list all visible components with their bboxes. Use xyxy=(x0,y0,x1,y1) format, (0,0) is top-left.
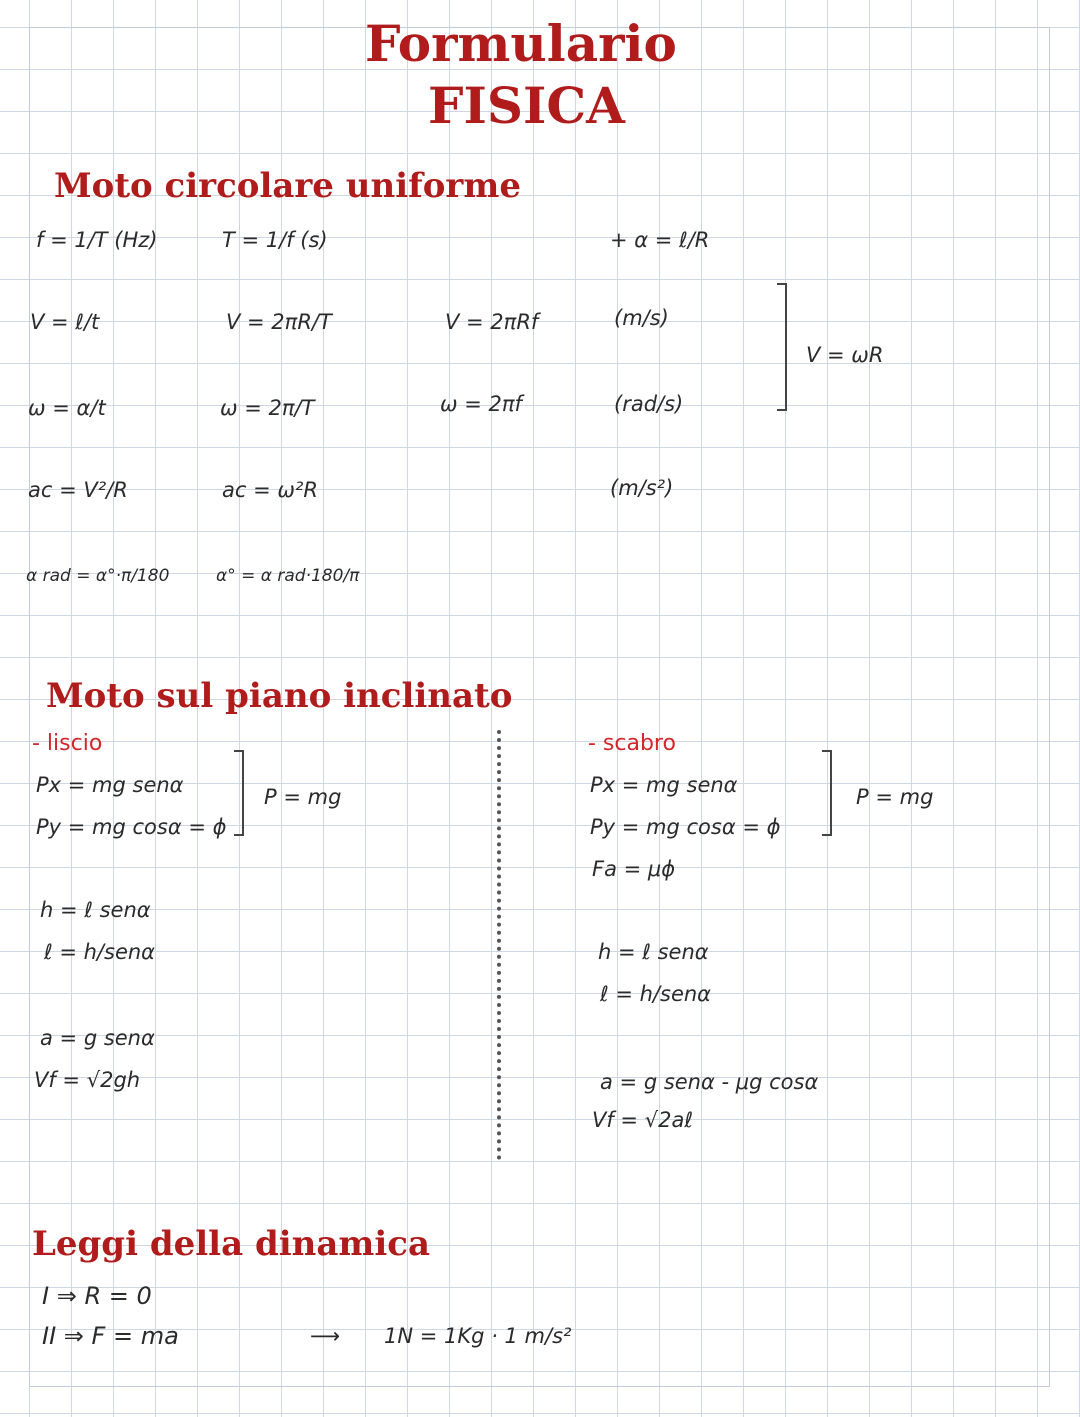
formula-v-frequency: V = 2πRf xyxy=(445,310,539,334)
formula-centripetal-omega: aᴄ = ω²R xyxy=(222,478,318,502)
formula-smooth-px: Px = mg senα xyxy=(36,773,184,797)
bracket-rough-weight xyxy=(822,750,832,836)
formula-rough-px: Px = mg senα xyxy=(590,773,738,797)
heading-dynamics-laws: Leggi della dinamica xyxy=(32,1224,431,1264)
formula-rough-weight: P = mg xyxy=(856,785,934,809)
page-subtitle: FISICA xyxy=(428,76,625,135)
formula-rough-height: h = ℓ senα xyxy=(598,940,709,964)
formula-rough-friction: Fa = μϕ xyxy=(592,857,676,881)
bracket-smooth-weight xyxy=(234,750,244,836)
formula-first-law: I ⇒ R = 0 xyxy=(42,1282,152,1310)
bracket-velocity xyxy=(777,283,787,411)
heading-circular-motion: Moto circolare uniforme xyxy=(54,166,521,206)
formula-omega-linear: ω = α/t xyxy=(28,396,106,420)
label-smooth: - liscio xyxy=(32,731,103,756)
formula-v-period: V = 2πR/T xyxy=(226,310,332,334)
formula-omega-frequency: ω = 2πf xyxy=(440,392,522,416)
unit-acceleration: (m/s²) xyxy=(610,476,674,500)
page-title: Formulario xyxy=(365,14,677,73)
formula-omega-period: ω = 2π/T xyxy=(220,396,315,420)
formula-rough-py: Py = mg cosα = ϕ xyxy=(590,815,781,839)
formula-smooth-height: h = ℓ senα xyxy=(40,898,151,922)
formula-second-law: II ⇒ F = ma xyxy=(42,1322,179,1350)
unit-velocity: (m/s) xyxy=(614,306,669,330)
arrow-icon: ⟶ xyxy=(310,1324,341,1348)
section-divider xyxy=(497,730,501,1160)
formula-rad-to-deg: α° = α rad·180/π xyxy=(216,566,360,586)
formula-newton-unit: 1N = 1Kg · 1 m/s² xyxy=(384,1324,572,1348)
formula-alpha-arc: + α = ℓ/R xyxy=(610,228,710,252)
formula-period: T = 1/f (s) xyxy=(222,228,328,252)
formula-smooth-acceleration: a = g senα xyxy=(40,1026,155,1050)
formula-v-linear: V = ℓ/t xyxy=(30,310,100,334)
formula-centripetal-v: aᴄ = V²/R xyxy=(28,478,128,502)
formula-smooth-weight: P = mg xyxy=(264,785,342,809)
formula-rough-length: ℓ = h/senα xyxy=(600,982,712,1006)
formula-v-omega-r: V = ωR xyxy=(806,343,884,367)
formula-rough-acceleration: a = g senα - μg cosα xyxy=(600,1070,819,1094)
formula-smooth-length: ℓ = h/senα xyxy=(44,940,156,964)
label-rough: - scabro xyxy=(588,731,676,756)
unit-angular-velocity: (rad/s) xyxy=(614,392,684,416)
formula-rough-final-velocity: Vf = √2aℓ xyxy=(592,1108,693,1132)
formula-smooth-py: Py = mg cosα = ϕ xyxy=(36,815,227,839)
heading-inclined-plane: Moto sul piano inclinato xyxy=(46,676,513,716)
formula-deg-to-rad: α rad = α°·π/180 xyxy=(26,566,170,586)
formula-smooth-final-velocity: Vf = √2gh xyxy=(34,1068,141,1092)
formula-frequency: f = 1/T (Hz) xyxy=(36,228,158,252)
